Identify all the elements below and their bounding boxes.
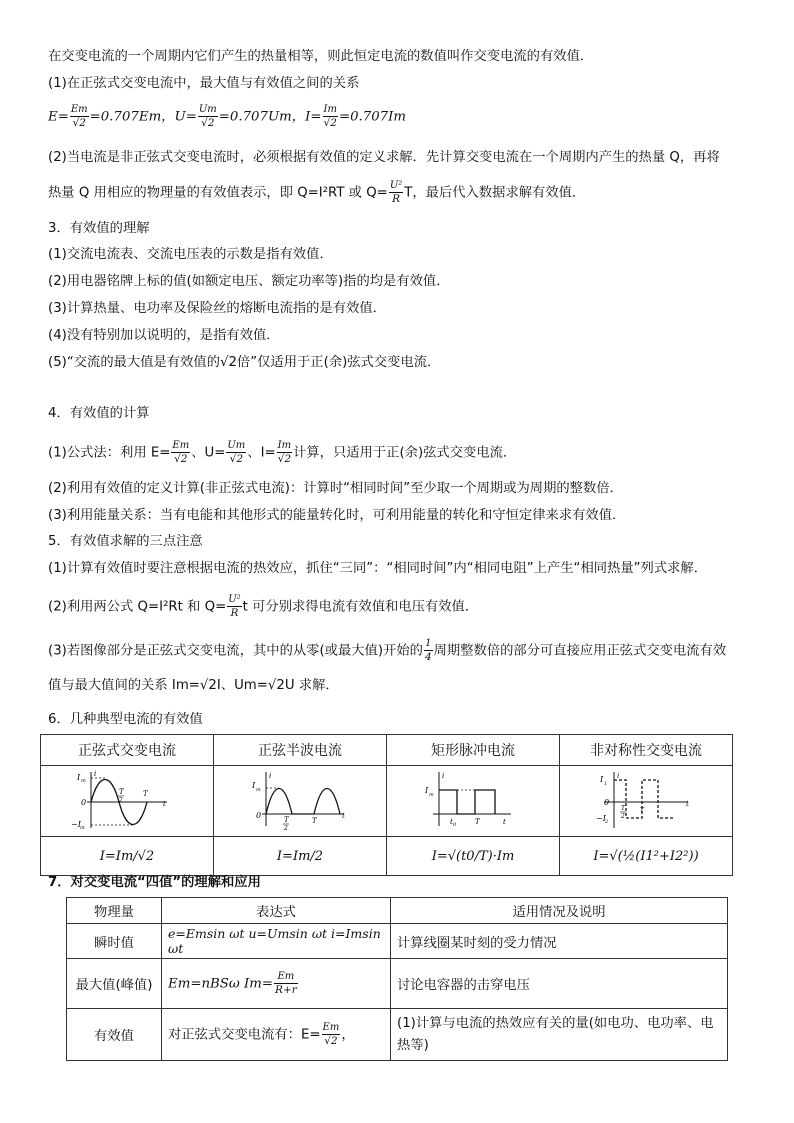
formula-peak-relation (48, 104, 406, 129)
svg-text:t: t (163, 800, 166, 808)
svg-text:0: 0 (81, 798, 87, 807)
asymmetric-graph (560, 766, 732, 832)
item-non-sine: (2)当电流是非正弦式交变电流时，必须根据有效值的定义求解．先计算交变电流在一个周期内产生的热量 Q，再将 (48, 150, 720, 165)
section-6-title: 6．几种典型电流的有效值 (48, 712, 203, 727)
t2-effective-expr-a: 对正弦式交变电流有：E= (168, 1027, 321, 1043)
s5-item-3-a: (3)若图像部分是正弦式交变电流，其中的从零(或最大值)开始的 (48, 643, 423, 659)
svg-text:T: T (621, 805, 626, 812)
svg-text:2: 2 (621, 813, 625, 820)
s3-item-1: (1)交流电流表、交流电压表的示数是指有效值． (48, 247, 333, 262)
frac-u2-den: R (389, 192, 403, 205)
formula-rect-pulse-text: I=√(t0/T)·Im (431, 848, 515, 864)
svg-text:t: t (342, 812, 345, 820)
s4-frac-e (171, 440, 190, 465)
svg-text:2: 2 (119, 797, 123, 804)
svg-text:−I: −I (71, 820, 81, 829)
section-5-title: 5．有效值求解的三点注意 (48, 534, 203, 549)
formula-e-rhs: =0.707Em， (89, 109, 175, 125)
t2-effective-frac-den: √2 (322, 1034, 341, 1047)
t2-peak-note: 讨论电容器的击穿电压 (391, 959, 728, 1009)
svg-text:T: T (143, 790, 148, 798)
s5-item-2-a: (2)利用两公式 Q=I²Rt 和 Q= (48, 599, 227, 615)
item-non-sine-cont (48, 180, 585, 205)
s5-item-2 (48, 594, 478, 619)
svg-text:I: I (252, 781, 256, 790)
frac-e-num: Em (70, 104, 88, 115)
graph-cell-asymmetric (560, 766, 733, 837)
svg-text:I: I (425, 786, 429, 795)
s3-item-5: (5)“交流的最大值是有效值的√2倍”仅适用于正(余)弦式交变电流． (48, 355, 441, 370)
s5-frac-u2-num: U² (228, 594, 241, 605)
svg-text:i: i (442, 772, 445, 780)
formula-i-lhs: I= (305, 109, 322, 125)
t2-instant-note: 计算线圈某时刻的受力情况 (391, 924, 728, 959)
frac-i-den: √2 (323, 117, 337, 129)
t2-peak-frac-num: Em (277, 971, 295, 982)
intro-paragraph: 在交变电流的一个周期内它们产生的热量相等，则此恒定电流的数值叫作交变电流的有效值． (48, 49, 594, 64)
s4-frac-i-den: √2 (277, 453, 292, 465)
s5-item-2-b: t 可分别求得电流有效值和电压有效值． (242, 599, 479, 615)
svg-text:0: 0 (604, 798, 610, 807)
svg-text:T: T (312, 817, 317, 825)
t2-header-notes: 适用情况及说明 (391, 898, 728, 924)
formula-asymmetric-text: I=√(½(I1²+I2²)) (593, 848, 699, 864)
svg-text:0: 0 (453, 822, 457, 828)
s5-frac-quarter-den: 4 (424, 651, 432, 663)
t2-peak-frac-den: R+r (274, 984, 297, 996)
graph-row (41, 766, 733, 837)
section-4-title: 4．有效值的计算 (48, 406, 150, 421)
svg-text:I: I (600, 775, 604, 784)
s3-item-3: (3)计算热量、电功率及保险丝的熔断电流指的是有效值． (48, 301, 386, 316)
svg-text:m: m (429, 792, 434, 798)
s4-f-d: 计算，只适用于正(余)弦式交变电流． (293, 445, 517, 461)
section-7-title: 7．对交变电流“四值”的理解和应用 (48, 875, 261, 890)
svg-text:t: t (450, 818, 453, 826)
svg-text:m: m (81, 778, 86, 784)
s4-frac-u (226, 440, 246, 465)
header-sine: 正弦式交变电流 (41, 735, 214, 766)
t2-instant-expr: e=Emsin ωt u=Umsin ωt i=Imsin ωt (162, 924, 391, 959)
t2-peak-expr (162, 959, 391, 1009)
s4-frac-u-num: Um (227, 440, 246, 451)
s5-frac-u2 (227, 594, 241, 619)
formula-rect-pulse (387, 837, 560, 876)
svg-text:m: m (80, 825, 85, 831)
frac-e (70, 104, 89, 129)
t2-effective-note: (1)计算与电流的热效应有关的量(如电功、电功率、电热等) (391, 1009, 728, 1061)
table-header-row (41, 735, 733, 766)
frac-u2-r (389, 180, 403, 205)
frac-u-den: √2 (198, 116, 218, 129)
formula-asymmetric (560, 837, 733, 876)
svg-text:t: t (503, 818, 506, 826)
frac-u (198, 104, 218, 129)
t2-effective-frac (322, 1022, 341, 1047)
formula-half-wave (214, 837, 387, 876)
s5-item-1: (1)计算有效值时要注意根据电流的热效应，抓住“三同”：“相同时间”内“相同电阻”上产生“相同热量”列式求解． (48, 561, 708, 576)
formula-i-rhs: =0.707Im (338, 109, 407, 125)
frac-i-num: Im (323, 104, 337, 115)
s5-frac-quarter (424, 638, 433, 663)
s4-frac-e-den: √2 (171, 452, 190, 465)
t2-row-instant (67, 924, 728, 959)
svg-text:−I: −I (596, 814, 606, 823)
graph-cell-half-wave (214, 766, 387, 837)
frac-u2-num: U² (389, 180, 403, 191)
s4-f-c: 、I= (247, 445, 276, 461)
s4-frac-i-num: Im (277, 440, 292, 451)
svg-text:m: m (256, 787, 261, 793)
svg-text:T: T (475, 818, 480, 826)
sine-wave-graph (41, 766, 213, 832)
formula-u-rhs: =0.707Um， (218, 109, 306, 125)
svg-text:2: 2 (284, 825, 288, 832)
svg-text:T: T (284, 816, 289, 824)
header-asymmetric: 非对称性交变电流 (560, 735, 733, 766)
s5-frac-u2-den: R (227, 606, 241, 619)
t2-instant-name: 瞬时值 (67, 924, 162, 959)
t2-effective-name: 有效值 (67, 1009, 162, 1061)
s5-item-3 (48, 638, 726, 663)
svg-text:T: T (640, 807, 645, 814)
frac-i (323, 104, 338, 129)
graph-cell-rect-pulse (387, 766, 560, 837)
formula-half-wave-text: I=Im/2 (276, 848, 324, 864)
svg-text:T: T (119, 788, 124, 796)
formula-e-lhs: E= (48, 109, 69, 125)
formula-sine-text: I=Im/√2 (99, 848, 155, 864)
s4-item-2: (2)利用有效值的定义计算(非正弦式电流)：计算时“相同时间”至少取一个周期或为周期的整数倍． (48, 481, 623, 496)
s4-item-3: (3)利用能量关系：当有电能和其他形式的能量转化时，可利用能量的转化和守恒定律来求有效值． (48, 508, 626, 523)
svg-text:i: i (269, 772, 272, 780)
half-wave-graph (214, 766, 386, 832)
t2-effective-frac-num: Em (322, 1022, 340, 1033)
t2-peak-frac (274, 971, 298, 996)
s5-item-3-cont: 值与最大值间的关系 Im=√2I、Um=√2U 求解． (48, 678, 339, 693)
s3-item-4: (4)没有特别加以说明的，是指有效值． (48, 328, 280, 343)
svg-text:2: 2 (605, 819, 609, 825)
formula-sine (41, 837, 214, 876)
frac-e-den: √2 (70, 116, 89, 129)
rect-pulse-graph (387, 766, 559, 832)
t2-peak-expr-a: Em=nBSω Im= (168, 976, 273, 992)
svg-text:1: 1 (604, 781, 608, 787)
t2-header-quantity: 物理量 (67, 898, 162, 924)
s4-frac-u-den: √2 (226, 452, 246, 465)
s5-item-3-b: 周期整数倍的部分可直接应用正弦式交变电流有效 (433, 643, 727, 659)
typical-currents-table (40, 734, 733, 876)
svg-text:t: t (686, 800, 689, 808)
t2-header-expression: 表达式 (162, 898, 391, 924)
t2-peak-name: 最大值(峰值) (67, 959, 162, 1009)
svg-text:I: I (77, 773, 81, 782)
frac-u-num: Um (198, 104, 217, 115)
svg-text:0: 0 (256, 811, 262, 820)
s4-frac-i (277, 440, 292, 465)
s4-frac-e-num: Em (172, 440, 190, 451)
graph-cell-sine (41, 766, 214, 837)
four-values-table (66, 897, 728, 1061)
svg-text:i: i (94, 770, 97, 778)
t2-row-effective (67, 1009, 728, 1061)
svg-text:i: i (617, 772, 620, 780)
t2-effective-expr (162, 1009, 391, 1061)
t2-effective-expr-b: ， (341, 1027, 355, 1043)
s4-f-a: (1)公式法：利用 E= (48, 445, 171, 461)
formula-u-lhs: U= (174, 109, 197, 125)
s5-frac-quarter-num: 1 (425, 638, 432, 649)
t2-row-peak (67, 959, 728, 1009)
t2-header-row (67, 898, 728, 924)
s4-f-b: 、U= (191, 445, 226, 461)
header-rect-pulse: 矩形脉冲电流 (387, 735, 560, 766)
formula-row (41, 837, 733, 876)
header-half-wave: 正弦半波电流 (214, 735, 387, 766)
section-3-title: 3．有效值的理解 (48, 221, 150, 236)
item-sine-relation: (1)在正弦式交变电流中，最大值与有效值之间的关系 (48, 76, 360, 91)
p4-b: T，最后代入数据求解有效值． (404, 185, 586, 201)
s3-item-2: (2)用电器铭牌上标的值(如额定电压、额定功率等)指的均是有效值． (48, 274, 450, 289)
s4-formula-method (48, 440, 516, 465)
p4-a: 热量 Q 用相应的物理量的有效值表示，即 Q=I²RT 或 Q= (48, 185, 388, 201)
